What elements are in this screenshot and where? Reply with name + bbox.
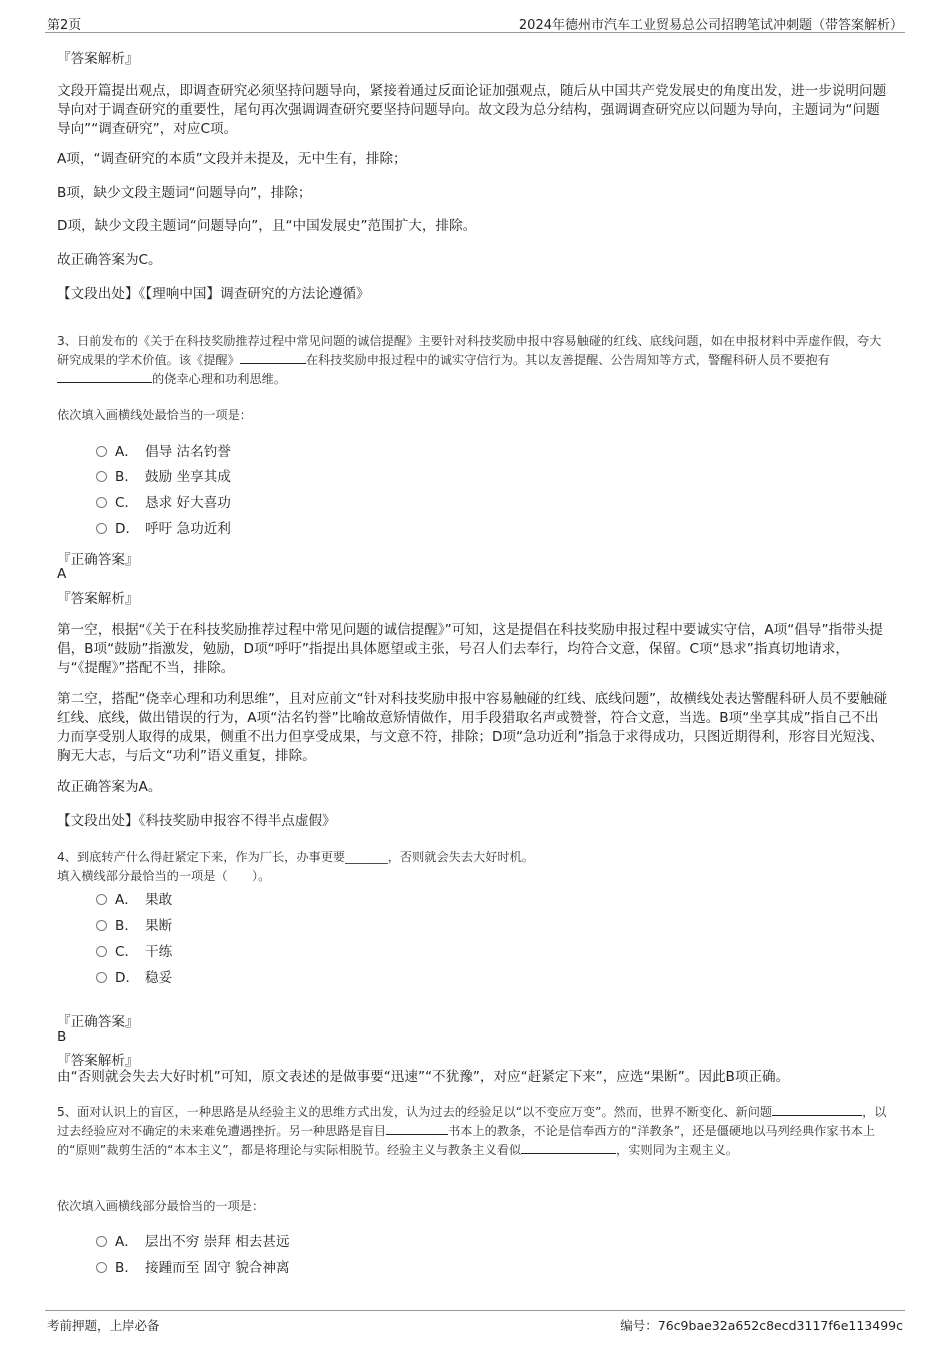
q4-analysis: 由“否则就会失去大好时机”可知，原文表述的是做事要“迅速”“不犹豫”，对应“赶紧定下来”，应选“果断”。因此B项正确。 bbox=[57, 1069, 790, 1085]
fill-blank[interactable] bbox=[386, 1122, 448, 1135]
fill-blank[interactable] bbox=[772, 1103, 862, 1116]
q3-answer: A bbox=[57, 566, 67, 582]
radio-icon[interactable] bbox=[96, 523, 107, 534]
footer-slogan: 考前押题，上岸必备 bbox=[47, 1318, 160, 1333]
q5-option-b[interactable]: B． 接踵而至 固守 貌合神离 bbox=[96, 1258, 290, 1278]
document-id: 编号：76c9bae32a652c8ecd3117f6e113499c bbox=[620, 1318, 903, 1333]
radio-icon[interactable] bbox=[96, 471, 107, 482]
radio-icon[interactable] bbox=[96, 497, 107, 508]
q5-stem: 5、面对认识上的盲区，一种思路是从经验主义的思维方式出发，认为过去的经验足以“以不变应万变”。然而，世界不断变化、新问题 ，以过去经验应对不确定的未来难免遭遇挫折。另一种思路是盲目 书本上的教条，不论是信奉西方的“洋教条”，还是僵硬地以马列经典作家书本上的“原则”裁剪生活的“本本主义”，都是将理论与实际相脱节。经验主义与教条主义看似 ，实则同为主观主义。 bbox=[57, 1105, 887, 1157]
q3-option-a[interactable]: A． 倡导 沽名钓誉 bbox=[96, 442, 231, 462]
page-number: 第2页 bbox=[47, 18, 82, 33]
q3-source: 【文段出处】《科技奖励申报容不得半点虚假》 bbox=[57, 813, 336, 829]
q3-option-b[interactable]: B． 鼓励 坐享其成 bbox=[96, 467, 231, 487]
radio-icon[interactable] bbox=[96, 946, 107, 957]
q2-analysis-label: 『答案解析』 bbox=[57, 51, 139, 67]
q4-option-d[interactable]: D． 稳妥 bbox=[96, 968, 172, 988]
q5-option-a[interactable]: A． 层出不穷 崇拜 相去甚远 bbox=[96, 1232, 290, 1252]
q2-option-b-analysis: B项，缺少文段主题词“问题导向”，排除； bbox=[57, 185, 312, 201]
radio-icon[interactable] bbox=[96, 1236, 107, 1247]
q4-stem: 4、到底转产什么得赶紧定下来，作为厂长，办事更要_______，否则就会失去大好时机。 bbox=[57, 850, 534, 864]
q4-option-a[interactable]: A． 果敢 bbox=[96, 890, 172, 910]
radio-icon[interactable] bbox=[96, 1262, 107, 1273]
q3-analysis-para-1: 第一空，根据“《关于在科技奖励推荐过程中常见问题的诚信提醒》”可知，这是提倡在科技奖励申报过程中要诚实守信，A项“倡导”指带头提倡，B项“鼓励”指激发，勉励，D项“呼吁”指提出具体愿望或主张，号召人们去奉行，均符合文意，保留。C项“恳求”指真切地请求，与“《提醒》”搭配不当，排除。 bbox=[57, 622, 883, 676]
page-footer bbox=[45, 1310, 905, 1335]
q3-analysis-para-2: 第二空，搭配“侥幸心理和功利思维”，且对应前文“针对科技奖励申报中容易触碰的红线、底线问题”，故横线处表达警醒科研人员不要触碰红线、底线，做出错误的行为，A项“沽名钓誉”比喻故意矫情做作，用手段猎取名声或赞誉，符合文意，当选。B项“坐享其成”指自己不出力而享受别人取得的成果，侧重不出力但享受成果，与文意不符，排除；D项“急功近利”指急于求得成功，只图近期得利，形容目光短浅、胸无大志，与后文“功利”语义重复，排除。 bbox=[57, 691, 888, 764]
q3-answer-label: 『正确答案』 bbox=[57, 552, 139, 568]
radio-icon[interactable] bbox=[96, 920, 107, 931]
q3-instruction: 依次填入画横线处最恰当的一项是： bbox=[57, 408, 252, 422]
q4-answer: B bbox=[57, 1029, 67, 1045]
q4-option-b[interactable]: B． 果断 bbox=[96, 916, 172, 936]
radio-icon[interactable] bbox=[96, 972, 107, 983]
q2-source: 【文段出处】《【理响中国】调查研究的方法论遵循》 bbox=[57, 286, 370, 302]
q2-option-d-analysis: D项，缺少文段主题词“问题导向”，且“中国发展史”范围扩大，排除。 bbox=[57, 218, 477, 234]
radio-icon[interactable] bbox=[96, 446, 107, 457]
document-title: 2024年德州市汽车工业贸易总公司招聘笔试冲刺题（带答案解析） bbox=[518, 18, 903, 33]
q2-conclusion: 故正确答案为C。 bbox=[57, 252, 162, 268]
q4-analysis-label: 『答案解析』 bbox=[57, 1053, 139, 1069]
q3-analysis-label: 『答案解析』 bbox=[57, 591, 139, 607]
q2-analysis-para: 文段开篇提出观点，即调查研究必须坚持问题导向，紧接着通过反面论证加强观点，随后从中国共产党发展史的角度出发，进一步说明问题导向对于调查研究的重要性，尾句再次强调调查研究要坚持问题导向。故文段为总分结构，强调调查研究应以问题为导向，主题词为“问题导向”“调查研究”，对应C项。 bbox=[57, 83, 887, 137]
fill-blank[interactable] bbox=[521, 1141, 616, 1154]
q3-stem: 3、日前发布的《关于在科技奖励推荐过程中常见问题的诚信提醒》主要针对科技奖励申报中容易触碰的红线、底线问题，如在申报材料中弄虚作假，夸大研究成果的学术价值。该《提醒》 在科技奖励申报过程中的诚实守信行为。其以友善提醒、公告周知等方式，警醒科研人员不要抱有的侥幸心理和功利思维。 bbox=[57, 334, 882, 386]
q4-option-c[interactable]: C． 干练 bbox=[96, 942, 172, 962]
fill-blank[interactable] bbox=[57, 370, 152, 383]
page-header bbox=[45, 10, 905, 33]
fill-blank[interactable] bbox=[240, 351, 306, 364]
radio-icon[interactable] bbox=[96, 894, 107, 905]
q3-option-c[interactable]: C． 恳求 好大喜功 bbox=[96, 493, 231, 513]
q4-instruction: 填入横线部分最恰当的一项是（ ）。 bbox=[57, 869, 271, 883]
q4-answer-label: 『正确答案』 bbox=[57, 1014, 139, 1030]
q3-option-d[interactable]: D． 呼吁 急功近利 bbox=[96, 519, 231, 539]
q3-conclusion: 故正确答案为A。 bbox=[57, 779, 162, 795]
q2-option-a-analysis: A项，“调查研究的本质”文段并未提及，无中生有，排除； bbox=[57, 151, 407, 167]
q5-instruction: 依次填入画横线部分最恰当的一项是： bbox=[57, 1199, 265, 1213]
